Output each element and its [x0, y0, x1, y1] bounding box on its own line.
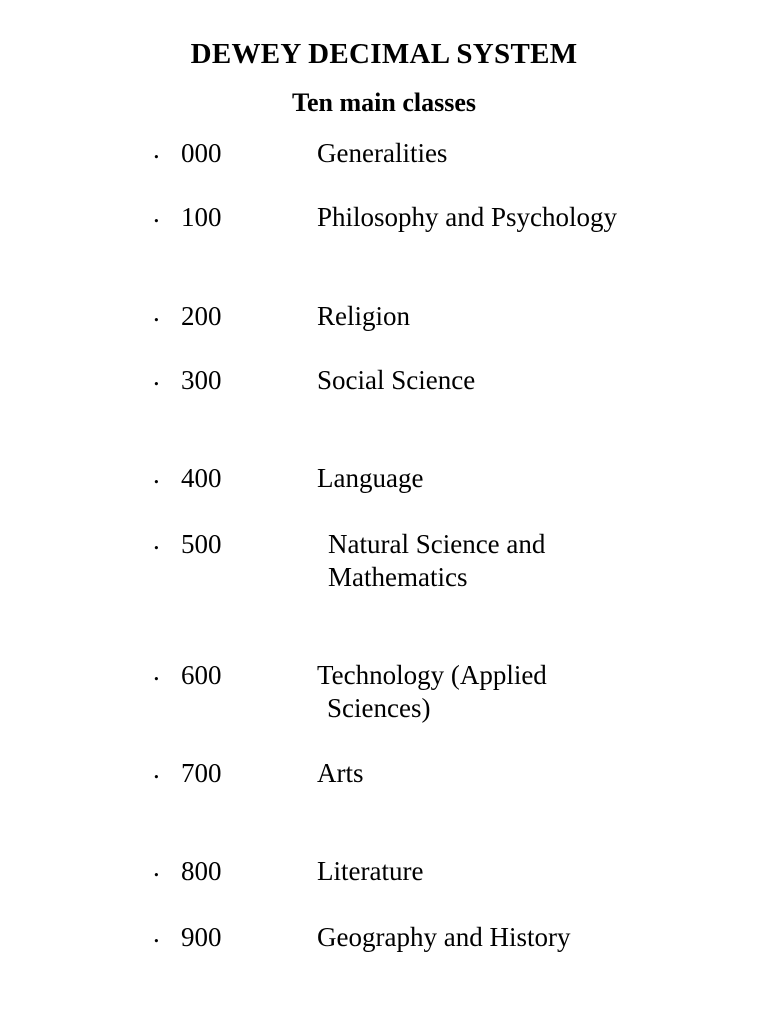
- bullet: .: [153, 361, 160, 391]
- class-code: 300: [181, 365, 222, 395]
- bullet: .: [153, 918, 160, 948]
- bullet: .: [153, 754, 160, 784]
- bullet: .: [153, 525, 160, 555]
- bullet: .: [153, 297, 160, 327]
- class-code: 500: [181, 529, 222, 559]
- class-label: Philosophy and Psychology: [317, 202, 618, 232]
- bullet: .: [153, 459, 160, 489]
- class-code: 800: [181, 856, 222, 886]
- class-code: 700: [181, 758, 222, 788]
- document-subtitle: Ten main classes: [292, 88, 476, 117]
- class-label: [328, 528, 545, 594]
- class-code: 900: [181, 922, 222, 952]
- class-label-line2: Sciences): [327, 693, 431, 723]
- class-label: Literature: [317, 856, 424, 886]
- class-label-line1: Technology (Applied: [317, 660, 547, 690]
- class-label: Geography and History: [317, 922, 571, 952]
- class-code: 000: [181, 138, 222, 168]
- bullet: .: [153, 656, 160, 686]
- document-title: DEWEY DECIMAL SYSTEM: [190, 38, 578, 70]
- class-label: Generalities: [317, 138, 448, 168]
- class-label-line1: Natural Science and: [328, 529, 546, 559]
- class-code: 200: [181, 301, 222, 331]
- class-label: Arts: [317, 758, 364, 788]
- class-code: 100: [181, 202, 222, 232]
- class-code: 600: [181, 660, 222, 690]
- class-label-line2: Mathematics: [328, 562, 468, 592]
- class-label: Social Science: [317, 365, 476, 395]
- bullet: .: [153, 852, 160, 882]
- class-label: Language: [317, 463, 424, 493]
- bullet: .: [153, 198, 160, 228]
- class-label: [317, 659, 547, 725]
- class-label: Religion: [317, 301, 410, 331]
- class-code: 400: [181, 463, 222, 493]
- bullet: .: [153, 134, 160, 164]
